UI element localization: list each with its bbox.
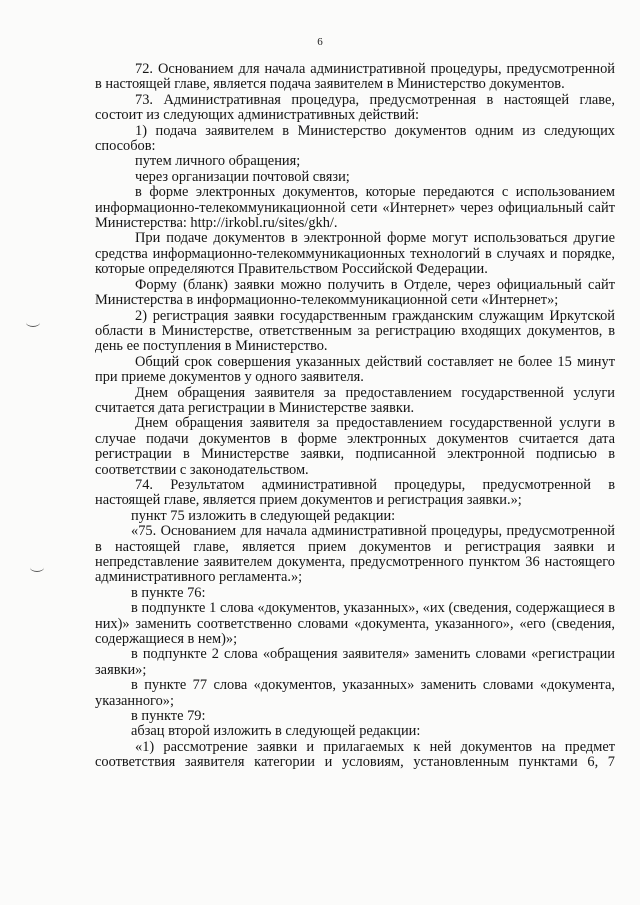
paragraph-72: 72. Основанием для начала административной процедуры, предусмотренной в настоящей главе, является подача заявителем в Министерство документов. [95,61,615,93]
paragraph-73: 73. Административная процедура, предусмотренная в настоящей главе, состоит из следующих административных действий: [95,91,615,124]
amend-76-intro: в пункте 76: [131,584,206,601]
paragraph-74: 74. Результатом административной процедуры, предусмотренной в настоящей главе, является прием документов и регистрация заявки.»; [95,476,615,509]
amend-79-intro: в пункте 79: [131,708,206,725]
amend-79-para2: абзац второй изложить в следующей редакции: [131,723,421,740]
action-2: 2) регистрация заявки государственным гражданским служащим Иркутской области в Министерстве, ответственным за регистрацию входящих документов, в день ее поступления в Министерство. [95,307,615,355]
page-number: 6 [317,36,323,48]
action-1: 1) подача заявителем в Министерство документов одним из следующих способов: [95,122,615,155]
electronic-submission-note: При подаче документов в электронной форме могут использоваться другие средства информационно-телекоммуникационных технологий в случаях и порядке, которые определяются Правительством Российской Федерации. [95,230,615,278]
document-body [95,62,615,771]
amend-75-intro: пункт 75 изложить в следующей редакции: [131,507,396,524]
amend-79-text: «1) рассмотрение заявки и прилагаемых к ней документов на предмет соответствия заявителя категории и условиям, установленным пунктами 6, 7 [95,738,615,771]
time-limit-note: Общий срок совершения указанных действий составляет не более 15 минут при приеме документов у одного заявителя. [95,353,615,386]
method-personal: путем личного обращения; [135,153,301,170]
method-post: через организации почтовой связи; [135,168,350,185]
application-form-note: Форму (бланк) заявки можно получить в Отделе, через официальный сайт Министерства в информационно-телекоммуникационной сети «Интернет»; [95,276,615,309]
method-electronic: в форме электронных документов, которые передаются с использованием информационно-телекоммуникационной сети «Интернет» через официальный сайт Министерства: http://irkobl.ru/sites/gkh/. [95,184,615,232]
binding-mark-top [26,318,40,327]
application-date-note: Днем обращения заявителя за предоставлением государственной услуги считается дата регистрации в Министерстве заявки. [95,384,615,416]
amend-76-sub1: в подпункте 1 слова «документов, указанных», «их (сведения, содержащиеся в них)» заменить соответственно словами «документа, указанного», «его (сведения, содержащиеся в нем)»; [95,600,615,648]
electronic-date-note: Днем обращения заявителя за предоставлением государственной услуги в случае подачи документов в форме электронных документов считается дата регистрации в Министерстве заявки, подписанной электронной подписью в соответствии с законодательством. [95,415,615,478]
amend-77: в пункте 77 слова «документов, указанных» заменить словами «документа, указанного»; [95,677,615,709]
binding-mark-bottom [30,563,44,572]
paragraph-75-new: «75. Основанием для начала административной процедуры, предусмотренной в настоящей главе, является прием документов и регистрация заявки и непредставление заявителем документа, предусмотренного пунктом 36 настоящего административного регламента.»; [95,523,615,586]
amend-76-sub2: в подпункте 2 слова «обращения заявителя» заменить словами «регистрации заявки»; [95,646,615,678]
